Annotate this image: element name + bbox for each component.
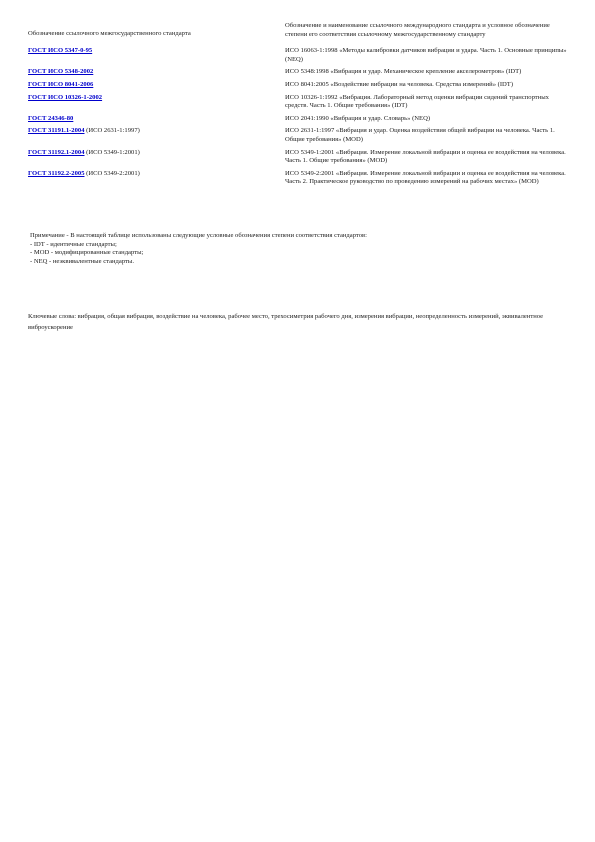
intl-standard-cell: ИСО 5348:1998 «Вибрация и удар. Механическое крепление акселерометров» (IDT): [285, 68, 522, 76]
gost-link[interactable]: ГОСТ 24346-80: [28, 114, 74, 122]
standards-correspondence-table: [28, 22, 568, 191]
intl-standard-cell: ИСО 5349-2:2001 «Вибрация. Измерение локальной вибрации и оценка ее воздействия на человека. Часть 2. Практическое руководство по проведению измерений на рабочих местах» (MOD): [285, 169, 566, 186]
table-note: [30, 232, 560, 266]
gost-cell: [28, 170, 285, 191]
keywords-paragraph: Ключевые слова: вибрация, общая вибрация, воздействие на человека, рабочее место, трехосиметрия рабочего дня, измерения вибрации, неопределенность измерений, эквивалентное виброускорение: [28, 313, 544, 331]
gost-cell: [28, 149, 285, 170]
table-row: [28, 94, 568, 115]
intl-standard-cell: ИСО 5349-1:2001 «Вибрация. Измерение локальной вибрации и оценка ее воздействия на человека. Часть 1. Общие требования» (MOD): [285, 148, 566, 165]
intl-standard-cell: ИСО 10326-1:1992 «Вибрация. Лабораторный метод оценки вибрации сидений транспортных средств. Часть 1. Общие требования» (IDT): [285, 93, 549, 110]
table-row: [28, 47, 568, 68]
gost-link[interactable]: ГОСТ 31192.2-2005: [28, 169, 85, 177]
table-header-row: [28, 22, 568, 47]
note-line: Примечание - В настоящей таблице использованы следующие условные обозначения степени соответствия стандартов:: [30, 232, 367, 239]
gost-cell: [28, 68, 285, 81]
table-row: [28, 149, 568, 170]
gost-link[interactable]: ГОСТ ИСО 5347-0-95: [28, 47, 93, 55]
header-col-interstate-standard: Обозначение ссылочного межгосударственного стандарта: [28, 30, 191, 37]
intl-standard-cell: ИСО 8041:2005 «Воздействие вибрации на человека. Средства измерений» (IDT): [285, 80, 514, 88]
intl-standard-cell: ИСО 2631-1:1997 «Вибрация и удар. Оценка воздействия общей вибрации на человека. Часть 1. Общие требования» (MOD): [285, 127, 555, 143]
gost-link[interactable]: ГОСТ 31191.1-2004: [28, 127, 85, 135]
gost-link[interactable]: ГОСТ 31192.1-2004: [28, 148, 85, 156]
intl-standard-cell: ИСО 16063-1:1998 «Методы калибровки датчиков вибрации и удара. Часть 1. Основные принципы» (NEQ): [285, 47, 567, 63]
gost-cell: [28, 47, 285, 68]
gost-link[interactable]: ГОСТ ИСО 10326-1-2002: [28, 93, 103, 101]
header-col-international-standard: Обозначение и наименование ссылочного международного стандарта и условное обозначение степени его соответствия ссылочному межгосударственному стандарту: [285, 22, 550, 38]
note-line: - NEQ - неэквивалентные стандарты.: [30, 257, 134, 265]
table-row: [28, 127, 568, 148]
table-row: [28, 68, 568, 81]
gost-cell: [28, 115, 285, 128]
table-row: [28, 115, 568, 128]
gost-iso-ref: (ИСО 5349-1:2001): [84, 148, 140, 156]
table-row: [28, 81, 568, 94]
note-line: - MOD - модифицированные стандарты;: [30, 249, 144, 257]
table-row: [28, 170, 568, 191]
gost-cell: [28, 81, 285, 94]
note-line: - IDT - идентичные стандарты;: [30, 240, 117, 248]
intl-standard-cell: ИСО 2041:1990 «Вибрация и удар. Словарь» (NEQ): [285, 114, 431, 122]
gost-iso-ref: (ИСО 2631-1:1997): [84, 127, 140, 135]
gost-iso-ref: (ИСО 5349-2:2001): [84, 169, 140, 177]
gost-link[interactable]: ГОСТ ИСО 8041-2006: [28, 80, 94, 88]
gost-cell: [28, 127, 285, 148]
gost-cell: [28, 94, 285, 115]
gost-link[interactable]: ГОСТ ИСО 5348-2002: [28, 68, 94, 76]
